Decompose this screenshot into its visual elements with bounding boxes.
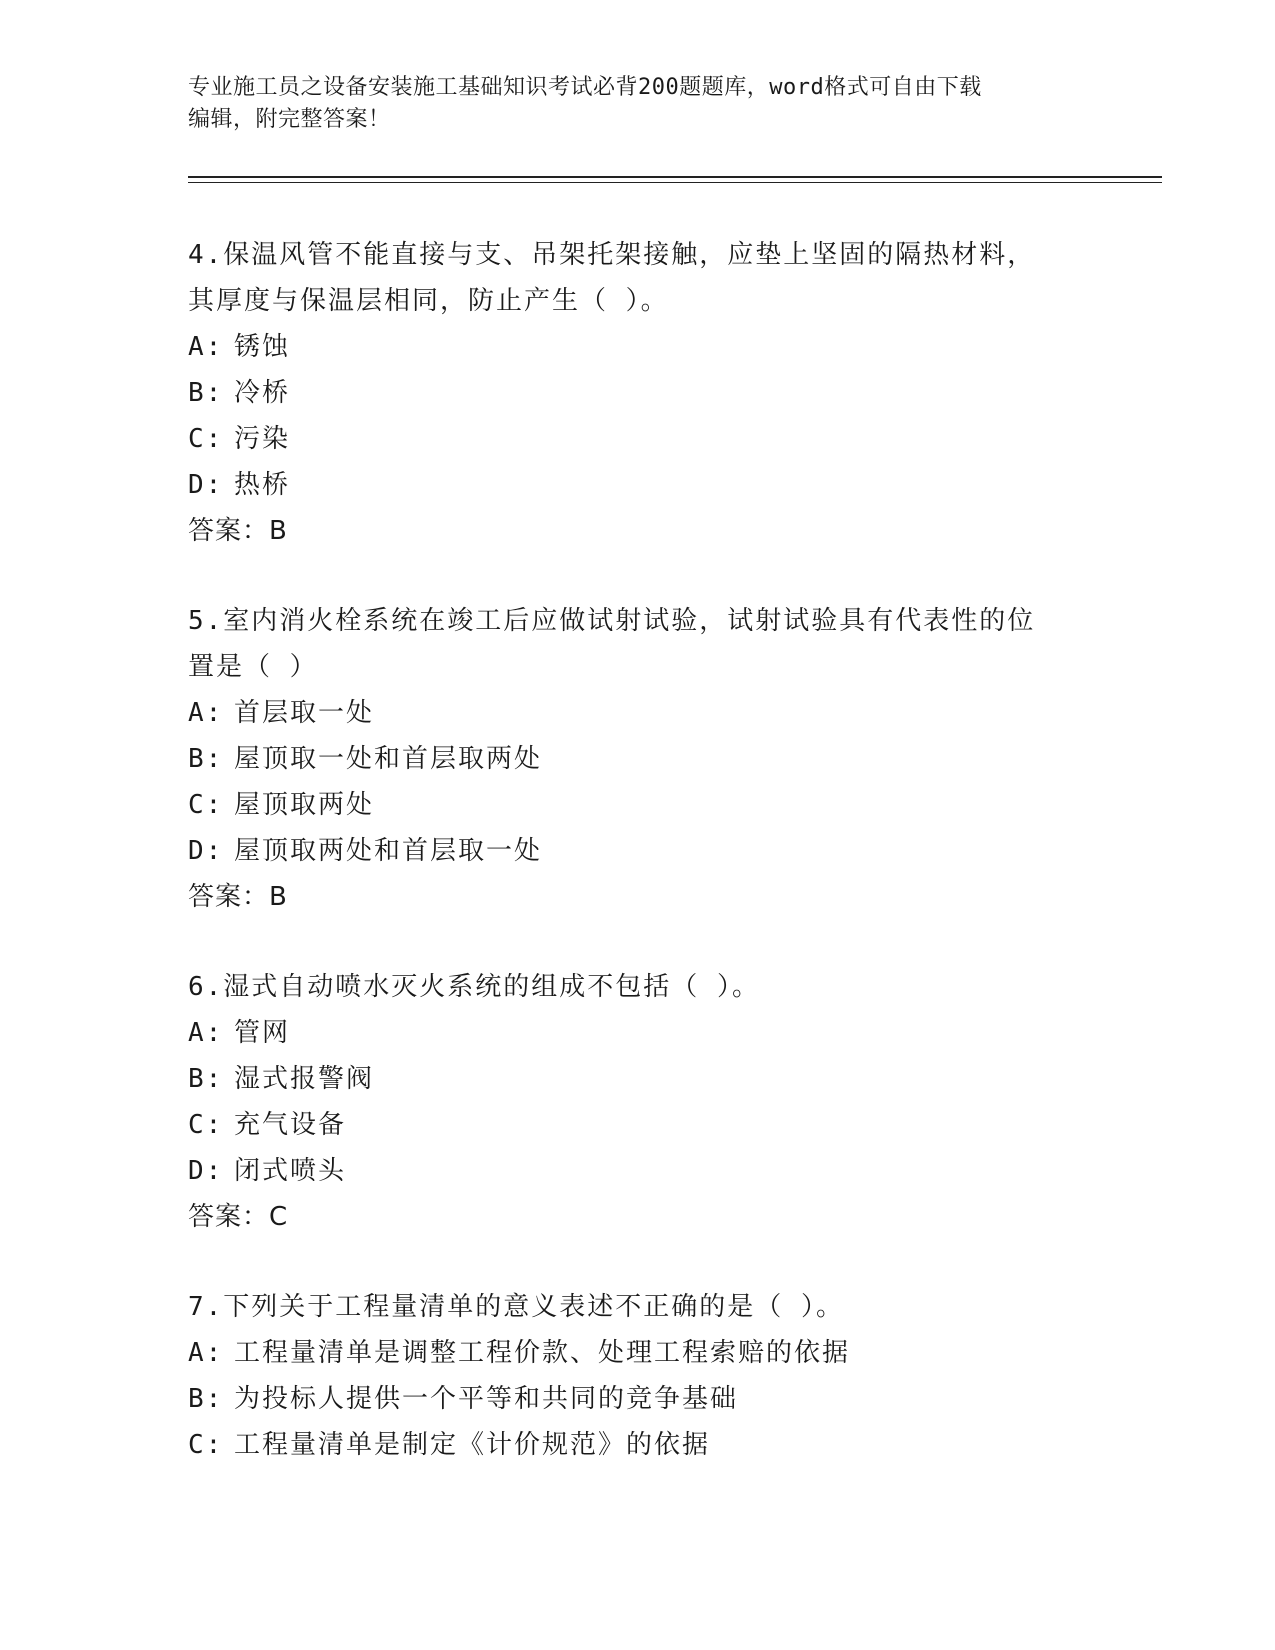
option-text: 冷桥 — [234, 378, 291, 408]
option-key: C: — [188, 1430, 224, 1460]
option-text: 屋顶取两处和首层取一处 — [234, 836, 543, 866]
question-4 — [188, 232, 1108, 554]
option-key: A: — [188, 1018, 224, 1048]
option-a — [188, 1010, 1108, 1056]
option-text: 屋顶取两处 — [234, 790, 375, 820]
question-text: 5.室内消火栓系统在竣工后应做试射试验，试射试验具有代表性的位 — [188, 606, 1036, 636]
question-6 — [188, 964, 1108, 1240]
question-text: 6.湿式自动喷水灭火系统的组成不包括（ ）。 — [188, 972, 760, 1002]
option-text: 屋顶取一处和首层取两处 — [234, 744, 543, 774]
option-text: 闭式喷头 — [234, 1156, 347, 1186]
option-key: D: — [188, 1156, 224, 1186]
option-d — [188, 1148, 1108, 1194]
header-divider-bottom — [188, 182, 1162, 183]
option-key: D: — [188, 836, 224, 866]
option-text: 管网 — [234, 1018, 291, 1048]
question-text: 7.下列关于工程量清单的意义表述不正确的是（ ）。 — [188, 1292, 844, 1322]
option-text: 工程量清单是调整工程价款、处理工程索赔的依据 — [234, 1338, 851, 1368]
question-text: 其厚度与保温层相同，防止产生（ ）。 — [188, 286, 669, 316]
option-key: C: — [188, 424, 224, 454]
option-b — [188, 736, 1108, 782]
answer-line: 答案：C — [188, 1202, 289, 1232]
option-key: D: — [188, 470, 224, 500]
option-d — [188, 828, 1108, 874]
option-b — [188, 1376, 1108, 1422]
option-key: B: — [188, 744, 224, 774]
option-a — [188, 1330, 1108, 1376]
option-key: A: — [188, 698, 224, 728]
option-key: B: — [188, 1064, 224, 1094]
question-5 — [188, 598, 1108, 920]
option-key: C: — [188, 790, 224, 820]
option-key: B: — [188, 1384, 224, 1414]
option-a — [188, 690, 1108, 736]
question-7 — [188, 1284, 1108, 1468]
option-text: 首层取一处 — [234, 698, 375, 728]
option-text: 工程量清单是制定《计价规范》的依据 — [234, 1430, 711, 1460]
option-text: 湿式报警阀 — [234, 1064, 375, 1094]
option-text: 污染 — [234, 424, 291, 454]
option-text: 为投标人提供一个平等和共同的竞争基础 — [234, 1384, 739, 1414]
document-header — [188, 72, 1088, 136]
option-key: C: — [188, 1110, 224, 1140]
option-b — [188, 370, 1108, 416]
option-d — [188, 462, 1108, 508]
question-list — [188, 232, 1108, 1512]
option-text: 锈蚀 — [234, 332, 291, 362]
header-line-1: 专业施工员之设备安装施工基础知识考试必背200题题库，word格式可自由下载 — [188, 75, 982, 100]
answer-line: 答案：B — [188, 882, 288, 912]
option-key: B: — [188, 378, 224, 408]
option-c — [188, 416, 1108, 462]
option-c — [188, 1102, 1108, 1148]
option-c — [188, 1422, 1108, 1468]
question-text: 4.保温风管不能直接与支、吊架托架接触，应垫上坚固的隔热材料， — [188, 240, 1036, 270]
option-a — [188, 324, 1108, 370]
question-text: 置是（ ） — [188, 652, 318, 682]
header-line-2: 编辑，附完整答案！ — [188, 107, 391, 132]
option-key: A: — [188, 1338, 224, 1368]
option-text: 热桥 — [234, 470, 291, 500]
header-divider-top — [188, 176, 1162, 178]
option-key: A: — [188, 332, 224, 362]
option-text: 充气设备 — [234, 1110, 347, 1140]
option-b — [188, 1056, 1108, 1102]
option-c — [188, 782, 1108, 828]
answer-line: 答案：B — [188, 516, 288, 546]
